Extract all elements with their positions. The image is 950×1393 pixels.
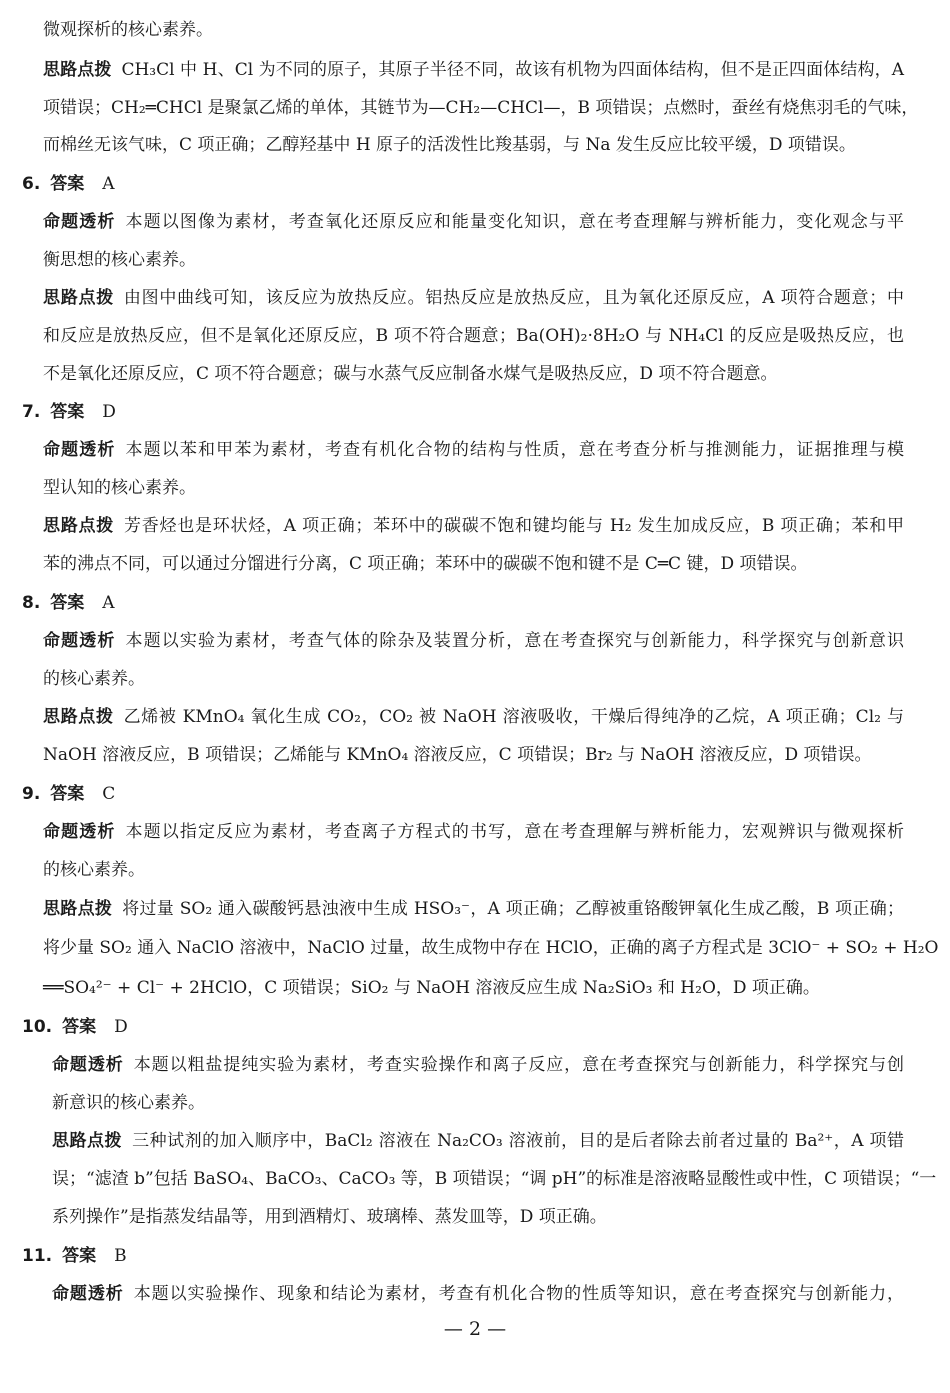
- q9-reasoning-line3: ══SO₄²⁻ + Cl⁻ + 2HClO，C 项错误；SiO₂ 与 NaOH 溶液反应生成 Na₂SiO₃ 和 H₂O，D 项正确。: [43, 978, 820, 998]
- q10-reasoning-line3: 系列操作”是指蒸发结晶等，用到酒精灯、玻璃棒、蒸发皿等，D 项正确。: [52, 1207, 607, 1227]
- q5-intent-tail: 微观探析的核心素养。: [43, 20, 213, 40]
- q9-answer: 9. 答案 C: [22, 784, 116, 804]
- q8-answer: 8. 答案 A: [22, 593, 115, 613]
- q6-answer: 6. 答案 A: [22, 174, 115, 194]
- q10-intent-line2: 新意识的核心素养。: [52, 1093, 205, 1113]
- q6-intent: 命题透析 本题以图像为素材，考查氧化还原反应和能量变化知识，意在考查理解与辨析能力，变化观念与平: [43, 212, 905, 232]
- q7-intent: 命题透析 本题以苯和甲苯为素材，考查有机化合物的结构与性质，意在考查分析与推测能力，证据推理与模: [43, 440, 905, 460]
- q9-reasoning: 思路点拨 将过量 SO₂ 通入碳酸钙悬浊液中生成 HSO₃⁻，A 项正确；乙醇被重铬酸钾氧化生成乙酸，B 项正确；: [43, 899, 904, 919]
- q10-reasoning: 思路点拨 三种试剂的加入顺序中，BaCl₂ 溶液在 Na₂CO₃ 溶液前，目的是后者除去前者过量的 Ba²⁺，A 项错: [52, 1131, 904, 1151]
- q11-intent: 命题透析 本题以实验操作、现象和结论为素材，考查有机化合物的性质等知识，意在考查探究与创新能力，: [52, 1284, 905, 1304]
- q8-intent-line2: 的核心素养。: [43, 669, 145, 689]
- q9-reasoning-line2: 将少量 SO₂ 通入 NaClO 溶液中，NaClO 过量，故生成物中存在 HClO，正确的离子方程式是 3ClO⁻ + SO₂ + H₂O: [43, 938, 939, 958]
- q5-reasoning-line3: 而棉丝无该气味，C 项正确；乙醇羟基中 H 原子的活泼性比羧基弱，与 Na 发生反应比较平缓，D 项错误。: [43, 135, 856, 155]
- q9-intent-line2: 的核心素养。: [43, 860, 145, 880]
- q7-intent-line2: 型认知的核心素养。: [43, 478, 196, 498]
- q10-answer: 10. 答案 D: [22, 1017, 128, 1037]
- page-number: — 2 —: [443, 1318, 507, 1340]
- q8-reasoning-line2: NaOH 溶液反应，B 项错误；乙烯能与 KMnO₄ 溶液反应，C 项错误；Br₂ 与 NaOH 溶液反应，D 项错误。: [43, 745, 872, 765]
- q5-reasoning-line2: 项错误；CH₂═CHCl 是聚氯乙烯的单体，其链节为—CH₂—CHCl—，B 项错误；点燃时，蚕丝有烧焦羽毛的气味，: [43, 98, 919, 118]
- q8-reasoning: 思路点拨 乙烯被 KMnO₄ 氧化生成 CO₂，CO₂ 被 NaOH 溶液吸收，干燥后得纯净的乙烷，A 项正确；Cl₂ 与: [43, 707, 905, 727]
- q7-reasoning: 思路点拨 芳香烃也是环状烃，A 项正确；苯环中的碳碳不饱和键均能与 H₂ 发生加成反应，B 项正确；苯和甲: [43, 516, 905, 536]
- q6-intent-line2: 衡思想的核心素养。: [43, 250, 196, 270]
- q7-reasoning-line2: 苯的沸点不同，可以通过分馏进行分离，C 项正确；苯环中的碳碳不饱和键不是 C═C 键，D 项错误。: [43, 554, 808, 574]
- q8-intent: 命题透析 本题以实验为素材，考查气体的除杂及装置分析，意在考查探究与创新能力，科学探究与创新意识: [43, 631, 905, 651]
- q5-reasoning: 思路点拨 CH₃Cl 中 H、Cl 为不同的原子，其原子半径不同，故该有机物为四面体结构，但不是正四面体结构，A: [43, 60, 904, 80]
- q6-reasoning: 思路点拨 由图中曲线可知，该反应为放热反应。铝热反应是放热反应，且为氧化还原反应，A 项符合题意；中: [43, 288, 904, 308]
- q6-reasoning-line2: 和反应是放热反应，但不是氧化还原反应，B 项不符合题意；Ba(OH)₂·8H₂O 与 NH₄Cl 的反应是吸热反应，也: [43, 326, 904, 346]
- q10-reasoning-line2: 误；“滤渣 b”包括 BaSO₄、BaCO₃、CaCO₃ 等，B 项错误；“调 pH”的标准是溶液略显酸性或中性，C 项错误；“一: [52, 1169, 937, 1189]
- q10-intent: 命题透析 本题以粗盐提纯实验为素材，考查实验操作和离子反应，意在考查探究与创新能力，科学探究与创: [52, 1055, 905, 1075]
- q6-reasoning-line3: 不是氧化还原反应，C 项不符合题意；碳与水蒸气反应制备水煤气是吸热反应，D 项不符合题意。: [43, 364, 778, 384]
- q9-intent: 命题透析 本题以指定反应为素材，考查离子方程式的书写，意在考查理解与辨析能力，宏观辨识与微观探析: [43, 822, 905, 842]
- q11-answer: 11. 答案 B: [22, 1246, 127, 1266]
- q7-answer: 7. 答案 D: [22, 402, 116, 422]
